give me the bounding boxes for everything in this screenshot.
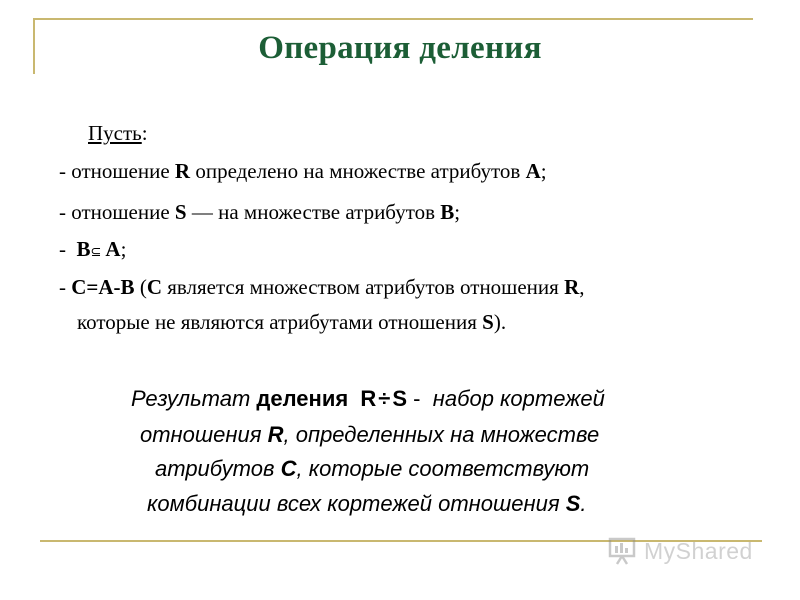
result-text: , определенных на множестве: [283, 422, 600, 447]
formula: C=A-B: [71, 275, 135, 299]
result-text: атрибутов: [155, 456, 281, 481]
result-text: , которые соответствуют: [296, 456, 590, 481]
relation-name: S: [482, 310, 494, 334]
attribute-set: B: [440, 200, 455, 224]
intro-line: [88, 120, 148, 146]
item-text: -: [59, 275, 72, 299]
item-text: ;: [120, 237, 127, 261]
division-symbol-icon: ÷: [378, 386, 391, 411]
result-text: отношения: [140, 422, 268, 447]
list-item: [59, 274, 584, 300]
result-line: [147, 491, 587, 517]
result-line: [131, 386, 605, 412]
relation-name: R: [564, 275, 580, 299]
result-line: [140, 422, 599, 448]
item-text: -: [59, 237, 77, 261]
result-text: набор кортежей: [426, 386, 605, 411]
subset-symbol-icon: ⊆: [90, 244, 102, 259]
intro-word: Пусть: [88, 121, 142, 145]
myshared-logo-icon: [608, 536, 638, 566]
relation-name: S: [565, 491, 581, 516]
watermark-text: MyShared: [644, 537, 753, 564]
list-item: [59, 236, 126, 265]
top-border-line: [33, 18, 753, 20]
item-text: является множеством атрибутов отношения: [161, 275, 565, 299]
item-text: ;: [454, 200, 461, 224]
item-text: ).: [493, 310, 507, 334]
item-text: определено на множестве атрибутов: [190, 159, 526, 183]
result-text: .: [580, 491, 587, 516]
attribute-set: A: [525, 159, 541, 183]
slide-title: Операция деления: [258, 30, 542, 66]
relation-name: S: [174, 200, 187, 224]
item-text: — на множестве атрибутов: [186, 200, 441, 224]
attribute-set: C: [146, 275, 162, 299]
list-item: [59, 158, 547, 184]
item-text: которые не являются атрибутами отношения: [77, 310, 483, 334]
list-item: [59, 199, 460, 225]
item-text: ;: [540, 159, 547, 183]
result-text: -: [407, 386, 427, 411]
result-operation: деления R: [256, 386, 377, 411]
watermark: [608, 536, 753, 566]
result-line: [155, 456, 589, 482]
attribute-set: B: [76, 237, 91, 261]
item-text: ,: [579, 275, 585, 299]
relation-name: R: [267, 422, 284, 447]
attribute-set: A: [105, 237, 121, 261]
relation-name: R: [174, 159, 191, 183]
result-text: Результат: [131, 386, 257, 411]
list-item-continuation: [77, 309, 506, 335]
result-text: комбинации всех кортежей отношения: [147, 491, 566, 516]
relation-name: S: [392, 386, 408, 411]
intro-colon: :: [141, 121, 148, 145]
item-text: (: [134, 275, 147, 299]
item-text: - отношение: [59, 159, 175, 183]
attribute-set: C: [280, 456, 297, 481]
item-text: - отношение: [59, 200, 175, 224]
